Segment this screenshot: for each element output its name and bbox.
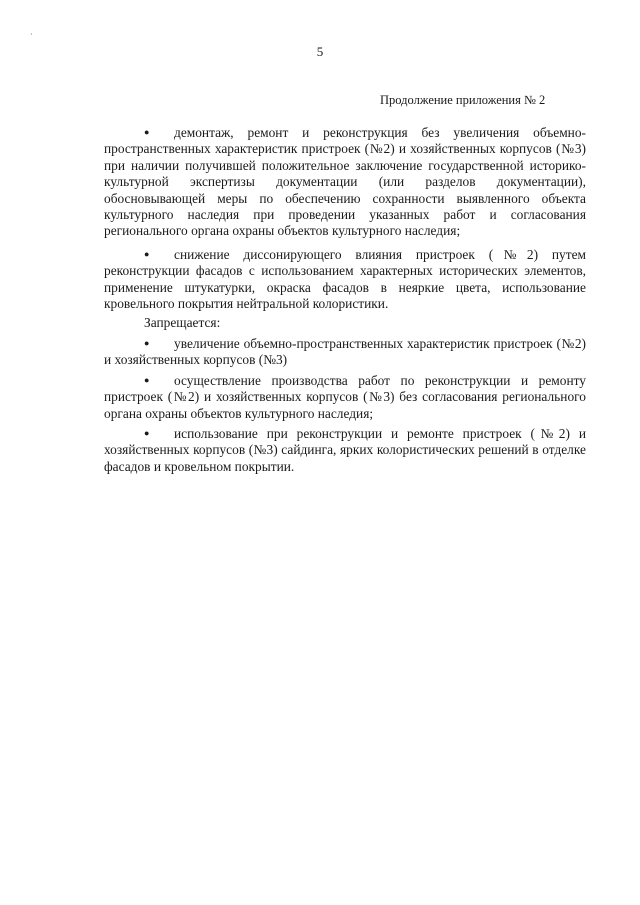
bullet-icon: ● <box>144 337 150 348</box>
appendix-reference: Продолжение приложения № 2 <box>380 93 546 107</box>
allowed-item <box>104 246 586 313</box>
stray-mark: · <box>30 30 33 39</box>
allowed-item-text: демонтаж, ремонт и реконструкция без увеличения объемно-пространственных характеристик пристроек (№2) и хозяйственных корпусов (№3) при наличии получившей положительное заключение государственной историко-культурной экспертизы документации (или разделов документации), обосновывающей меры по обеспечению сохранности выявленного объекта культурного наследия при проведении указанных работ и согласования регионального органа охраны объектов культурного наследия; <box>104 125 586 239</box>
forbidden-heading: Запрещается: <box>144 315 221 331</box>
forbidden-item-text: увеличение объемно-пространственных характеристик пристроек (№2) и хозяйственных корпусов (№3) <box>104 335 586 368</box>
allowed-item <box>104 124 586 240</box>
bullet-icon: ● <box>144 248 150 259</box>
forbidden-item <box>104 335 586 369</box>
forbidden-item <box>104 372 586 422</box>
forbidden-item-text: использование при реконструкции и ремонте пристроек (№2) и хозяйственных корпусов (№3) сайдинга, ярких колористических решений в отделке фасадов и кровельном покрытии. <box>104 425 586 474</box>
document-body <box>104 124 586 478</box>
forbidden-item-text: осуществление производства работ по реконструкции и ремонту пристроек (№2) и хозяйственных корпусов (№3) без согласования регионального органа охраны объектов культурного наследия; <box>104 372 586 421</box>
bullet-icon: ● <box>144 127 150 137</box>
forbidden-item <box>104 425 586 475</box>
bullet-icon: ● <box>144 427 150 438</box>
page-number: 5 <box>316 44 324 59</box>
bullet-icon: ● <box>144 374 150 385</box>
allowed-item-text: снижение диссонирующего влияния пристроек (№2) путем реконструкции фасадов с использованием характерных исторических элементов, применение штукатурки, окраска фасадов в неяркие цвета, использование кровельного покрытия нейтральной колористики. <box>104 246 586 312</box>
